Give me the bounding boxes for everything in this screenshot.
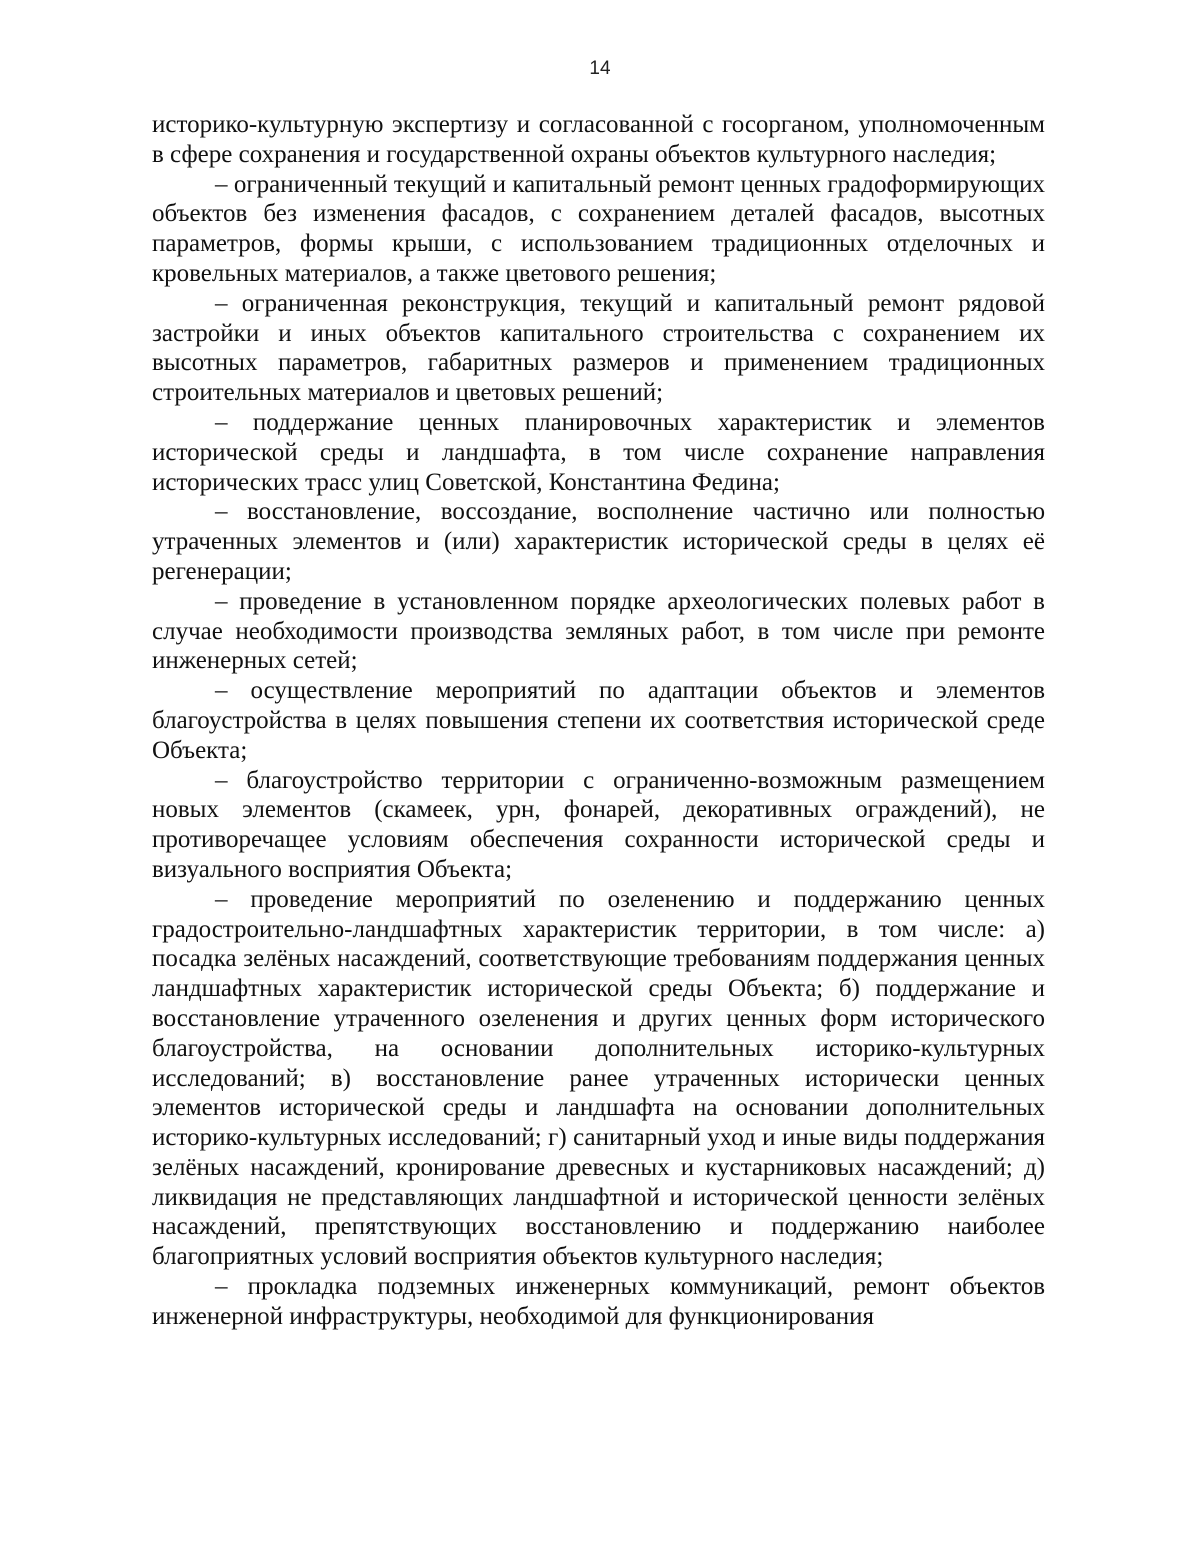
paragraph-current-repair: – ограниченный текущий и капитальный ремонт ценных градоформирующих объектов без изменения фасадов, с сохранением деталей фасадов, высотных параметров, формы крыши, с использованием традиционных отделочных и кровельных материалов, а также цветового решения; xyxy=(152,170,1045,287)
page-number: 14 xyxy=(589,58,611,79)
paragraph-greening: – проведение мероприятий по озеленению и поддержанию ценных градостроительно-ландшафтных характеристик территории, в том числе: а) посадка зелёных насаждений, соответствующие требованиям поддержания ценных ландшафтных характеристик исторической среды Объекта; б) поддержание и восстановление утраченного озеленения и других ценных форм исторического благоустройства, на основании дополнительных историко-культурных исследований; в) восстановление ранее утраченных исторически ценных элементов исторической среды и ландшафта на основании дополнительных историко-культурных исследований; г) санитарный уход и иные виды поддержания зелёных насаждений, кронирование древесных и кустарниковых насаждений; д) ликвидация не представляющих ландшафтной и исторической ценности зелёных насаждений, препятствующих восстановлению и поддержанию наиболее благоприятных условий восприятия объектов культурного наследия; xyxy=(152,885,1045,1271)
paragraph-planning-characteristics: – поддержание ценных планировочных характеристик и элементов исторической среды и ландшафта, в том числе сохранение направления исторических трасс улиц Советской, Константина Федина; xyxy=(152,408,1045,496)
paragraph-utilities: – прокладка подземных инженерных коммуникаций, ремонт объектов инженерной инфраструктуры, необходимой для функционирования xyxy=(152,1273,1045,1330)
paragraph-reconstruction: – ограниченная реконструкция, текущий и капитальный ремонт рядовой застройки и иных объектов капитального строительства с сохранением их высотных параметров, габаритных размеров и применением традиционных строительных материалов и цветовых решений; xyxy=(152,289,1045,407)
paragraph-archaeology: – проведение в установленном порядке археологических полевых работ в случае необходимости производства земляных работ, в том числе при ремонте инженерных сетей; xyxy=(152,587,1045,675)
document-body xyxy=(152,110,1045,1332)
paragraph-landscaping: – благоустройство территории с ограниченно-возможным размещением новых элементов (скамеек, урн, фонарей, декоративных ограждений), не противоречащее условиям обеспечения сохранности исторической среды и визуального восприятия Объекта; xyxy=(152,766,1045,883)
paragraph-adaptation: – осуществление мероприятий по адаптации объектов и элементов благоустройства в целях повышения степени их соответствия исторической среде Объекта; xyxy=(152,677,1045,764)
paragraph-continuation: историко-культурную экспертизу и согласованной с госорганом, уполномоченным в сфере сохранения и государственной охраны объектов культурного наследия; xyxy=(152,111,1045,168)
paragraph-restoration: – восстановление, воссоздание, восполнение частично или полностью утраченных элементов и (или) характеристик исторической среды в целях её регенерации; xyxy=(152,498,1045,585)
